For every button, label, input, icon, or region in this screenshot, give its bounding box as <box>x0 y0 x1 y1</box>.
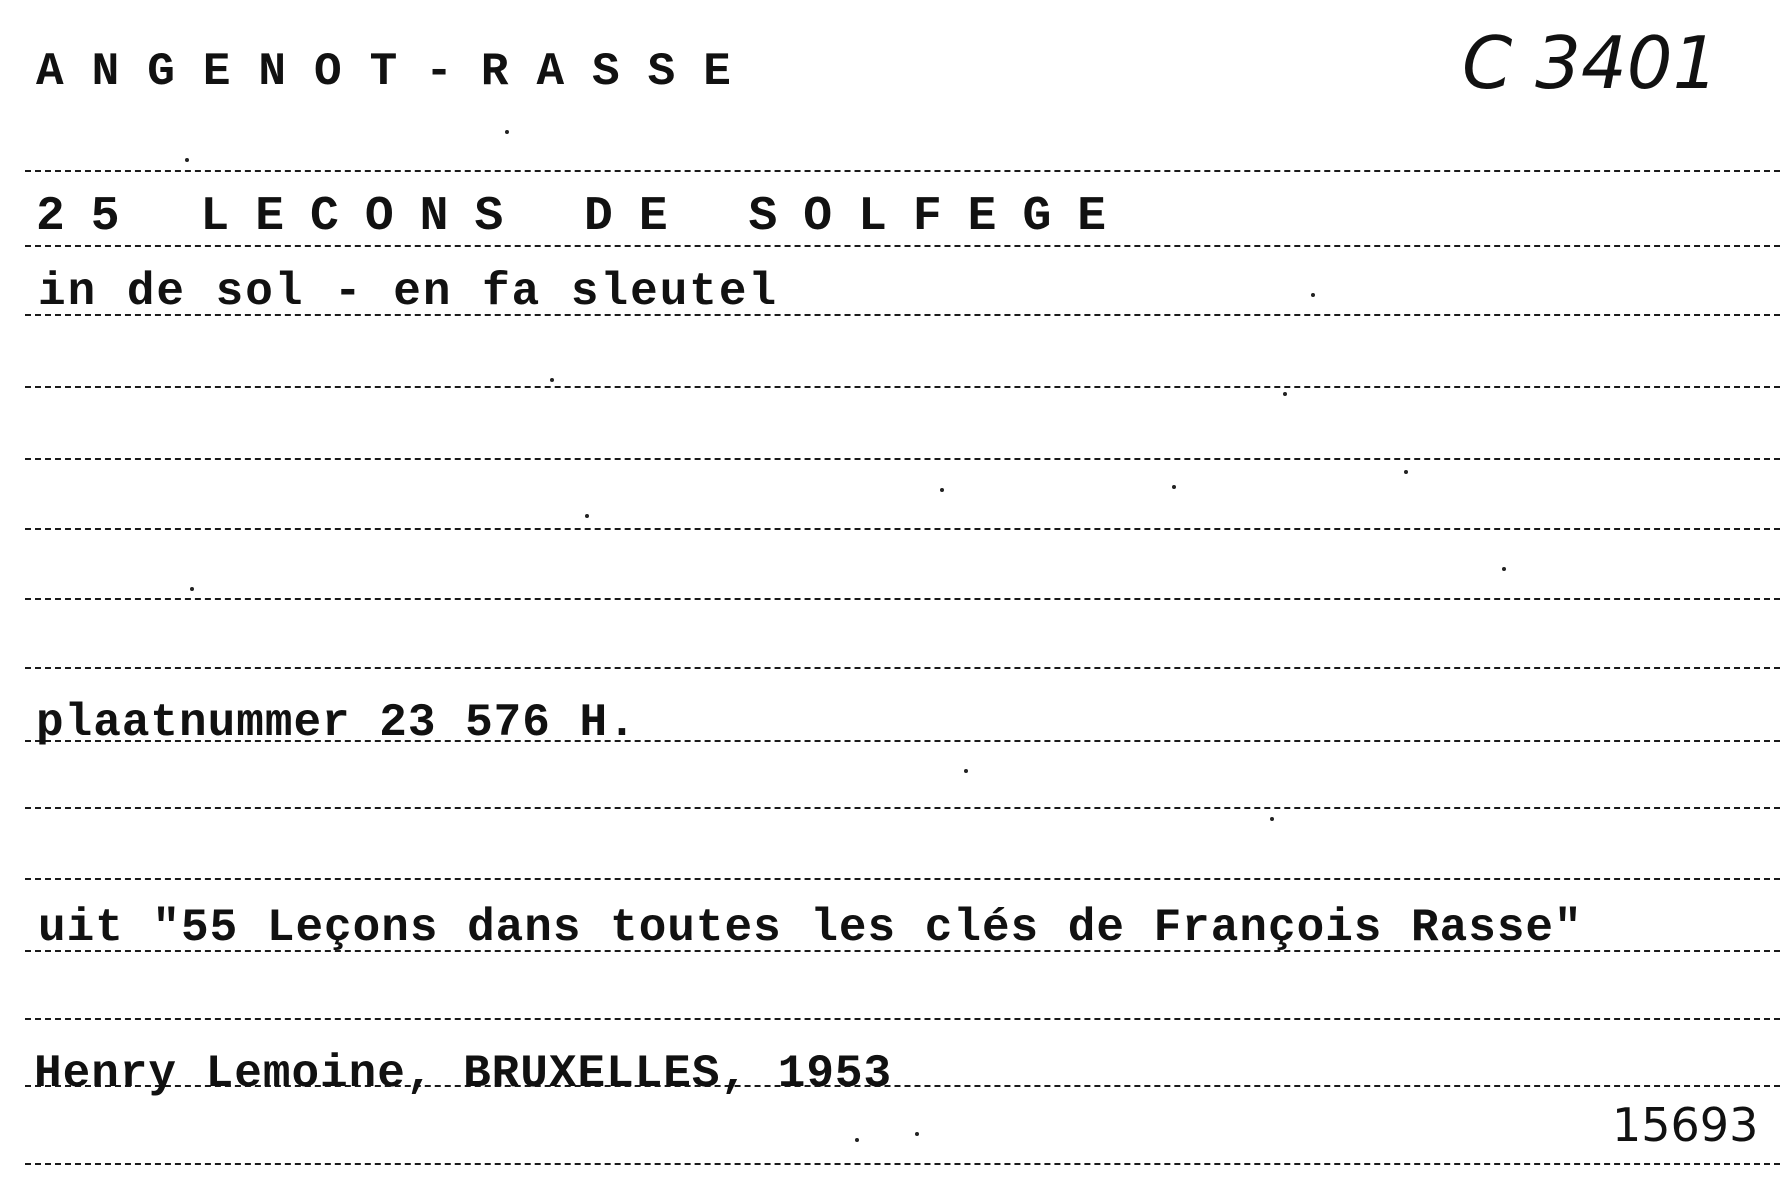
scan-speck <box>550 378 554 382</box>
publisher-line: Henry Lemoine, BRUXELLES, 1953 <box>34 1048 893 1100</box>
source-note: uit "55 Leçons dans toutes les clés de François Rasse" <box>38 902 1583 954</box>
handwritten-catalog-number <box>1462 18 1782 118</box>
ruled-line <box>25 1018 1780 1020</box>
catalog-number-text: C 3401 <box>1462 21 1719 105</box>
ruled-line <box>25 170 1780 172</box>
ruled-line <box>25 386 1780 388</box>
scan-speck <box>1502 567 1506 571</box>
ruled-line <box>25 667 1780 669</box>
scan-speck <box>1172 485 1176 489</box>
work-title: 25 LECONS DE SOLFEGE <box>36 190 1133 244</box>
scan-speck <box>940 488 944 492</box>
scan-speck <box>855 1138 859 1142</box>
author-heading: ANGENOT-RASSE <box>36 46 759 98</box>
scan-speck <box>964 769 968 773</box>
ruled-line <box>25 1163 1780 1165</box>
scan-speck <box>915 1132 919 1136</box>
ruled-line <box>25 878 1780 880</box>
scan-speck <box>185 158 189 162</box>
scan-speck <box>1270 817 1274 821</box>
ruled-line <box>25 528 1780 530</box>
scan-speck <box>1311 293 1315 297</box>
scan-speck <box>190 587 194 591</box>
plate-number: plaatnummer 23 576 H. <box>36 697 637 749</box>
scan-speck <box>1283 392 1287 396</box>
ruled-line <box>25 245 1780 247</box>
accession-number: 15693 <box>1612 1098 1759 1152</box>
work-subtitle: in de sol - en fa sleutel <box>38 266 779 318</box>
scan-speck <box>1404 470 1408 474</box>
ruled-line <box>25 458 1780 460</box>
scan-speck <box>505 130 509 134</box>
ruled-line <box>25 598 1780 600</box>
scan-speck <box>585 514 589 518</box>
ruled-line <box>25 807 1780 809</box>
